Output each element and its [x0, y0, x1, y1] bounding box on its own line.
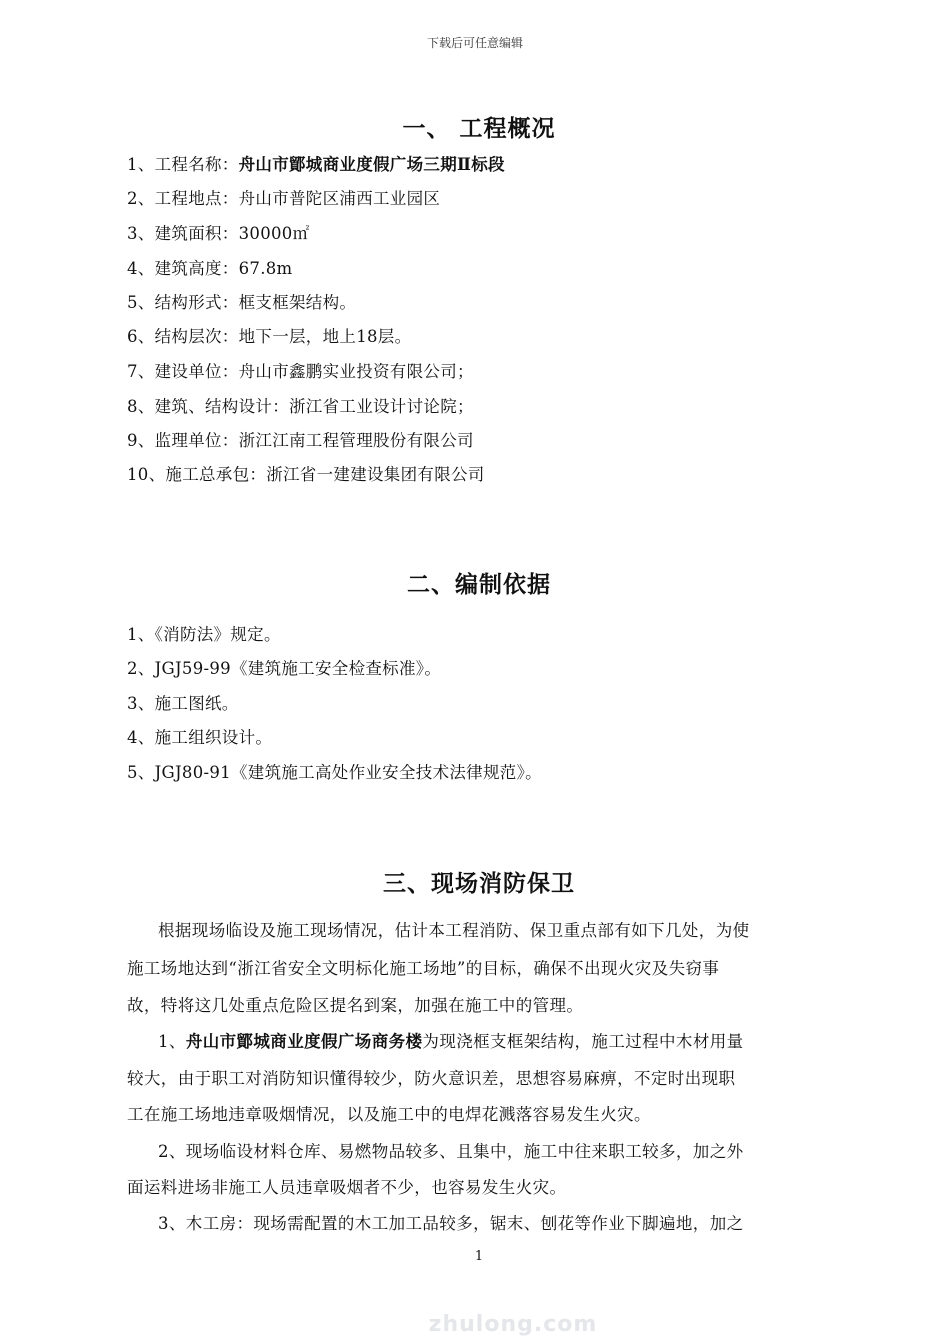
overview-item-1-value: 舟山市鄮城商业度假广场三期Ⅱ标段	[238, 155, 505, 174]
basis-item-4: 4、施工组织设计。	[127, 728, 273, 747]
section-title-basis: 二、编制依据	[407, 572, 551, 598]
basis-item-1: 1、《消防法》规定。	[127, 625, 281, 644]
paragraph-1-line-2: 施工场地达到“浙江省安全文明标化施工场地”的目标，确保不出现火灾及失窃事	[127, 959, 720, 978]
paragraph-2-line-2: 较大，由于职工对消防知识懂得较少，防火意识差，思想容易麻痹，不定时出现职	[127, 1069, 736, 1088]
overview-item-4: 4、建筑高度：67.8m	[127, 259, 293, 278]
overview-item-2: 2、工程地点：舟山市普陀区浦西工业园区	[127, 189, 441, 208]
page-header: 下载后可任意编辑	[426, 36, 523, 50]
paragraph-2-prefix: 1、	[158, 1032, 186, 1051]
overview-item-7: 7、建设单位：舟山市鑫鹏实业投资有限公司；	[127, 362, 474, 381]
page-number: 1	[474, 1249, 484, 1264]
basis-item-2: 2、JGJ59-99《建筑施工安全检查标准》。	[127, 659, 442, 678]
overview-item-3: 3、建筑面积：30000㎡	[127, 224, 310, 243]
paragraph-4-line-1: 3、木工房：现场需配置的木工加工品较多，锯末、刨花等作业下脚遍地，加之	[158, 1214, 744, 1233]
paragraph-3-line-2: 面运料进场非施工人员违章吸烟者不少，也容易发生火灾。	[127, 1178, 567, 1197]
overview-item-6: 6、结构层次：地下一层，地上18层。	[127, 327, 412, 346]
paragraph-1-line-3: 故，特将这几处重点危险区提名到案，加强在施工中的管理。	[127, 996, 584, 1015]
paragraph-2-line-3: 工在施工场地违章吸烟情况，以及施工中的电焊花溅落容易发生火灾。	[127, 1105, 651, 1124]
section-title-fire-security: 三、现场消防保卫	[383, 871, 575, 897]
basis-item-3: 3、施工图纸。	[127, 694, 239, 713]
watermark: zhulong.com	[428, 1312, 598, 1337]
overview-item-1	[127, 151, 505, 175]
overview-item-9: 9、监理单位：浙江江南工程管理股份有限公司	[127, 431, 474, 450]
overview-item-8: 8、建筑、结构设计：浙江省工业设计讨论院；	[127, 397, 474, 416]
overview-item-10: 10、施工总承包：浙江省一建建设集团有限公司	[127, 465, 485, 484]
paragraph-2-rest: 为现浇框支框架结构，施工过程中木材用量	[422, 1032, 744, 1051]
overview-item-5: 5、结构形式：框支框架结构。	[127, 293, 357, 312]
section-title-overview: 一、 工程概况	[402, 116, 556, 142]
paragraph-2-line-1	[158, 1028, 832, 1052]
basis-item-5: 5、JGJ80-91《建筑施工高处作业安全技术法律规范》。	[127, 763, 542, 782]
paragraph-1-line-1: 根据现场临设及施工现场情况，估计本工程消防、保卫重点部有如下几处，为使	[158, 921, 750, 940]
overview-item-1-prefix: 1、工程名称：	[127, 155, 239, 174]
paragraph-2-bold-name: 舟山市鄮城商业度假广场商务楼	[185, 1032, 423, 1051]
paragraph-3-line-1: 2、现场临设材料仓库、易燃物品较多、且集中，施工中往来职工较多，加之外	[158, 1142, 744, 1161]
